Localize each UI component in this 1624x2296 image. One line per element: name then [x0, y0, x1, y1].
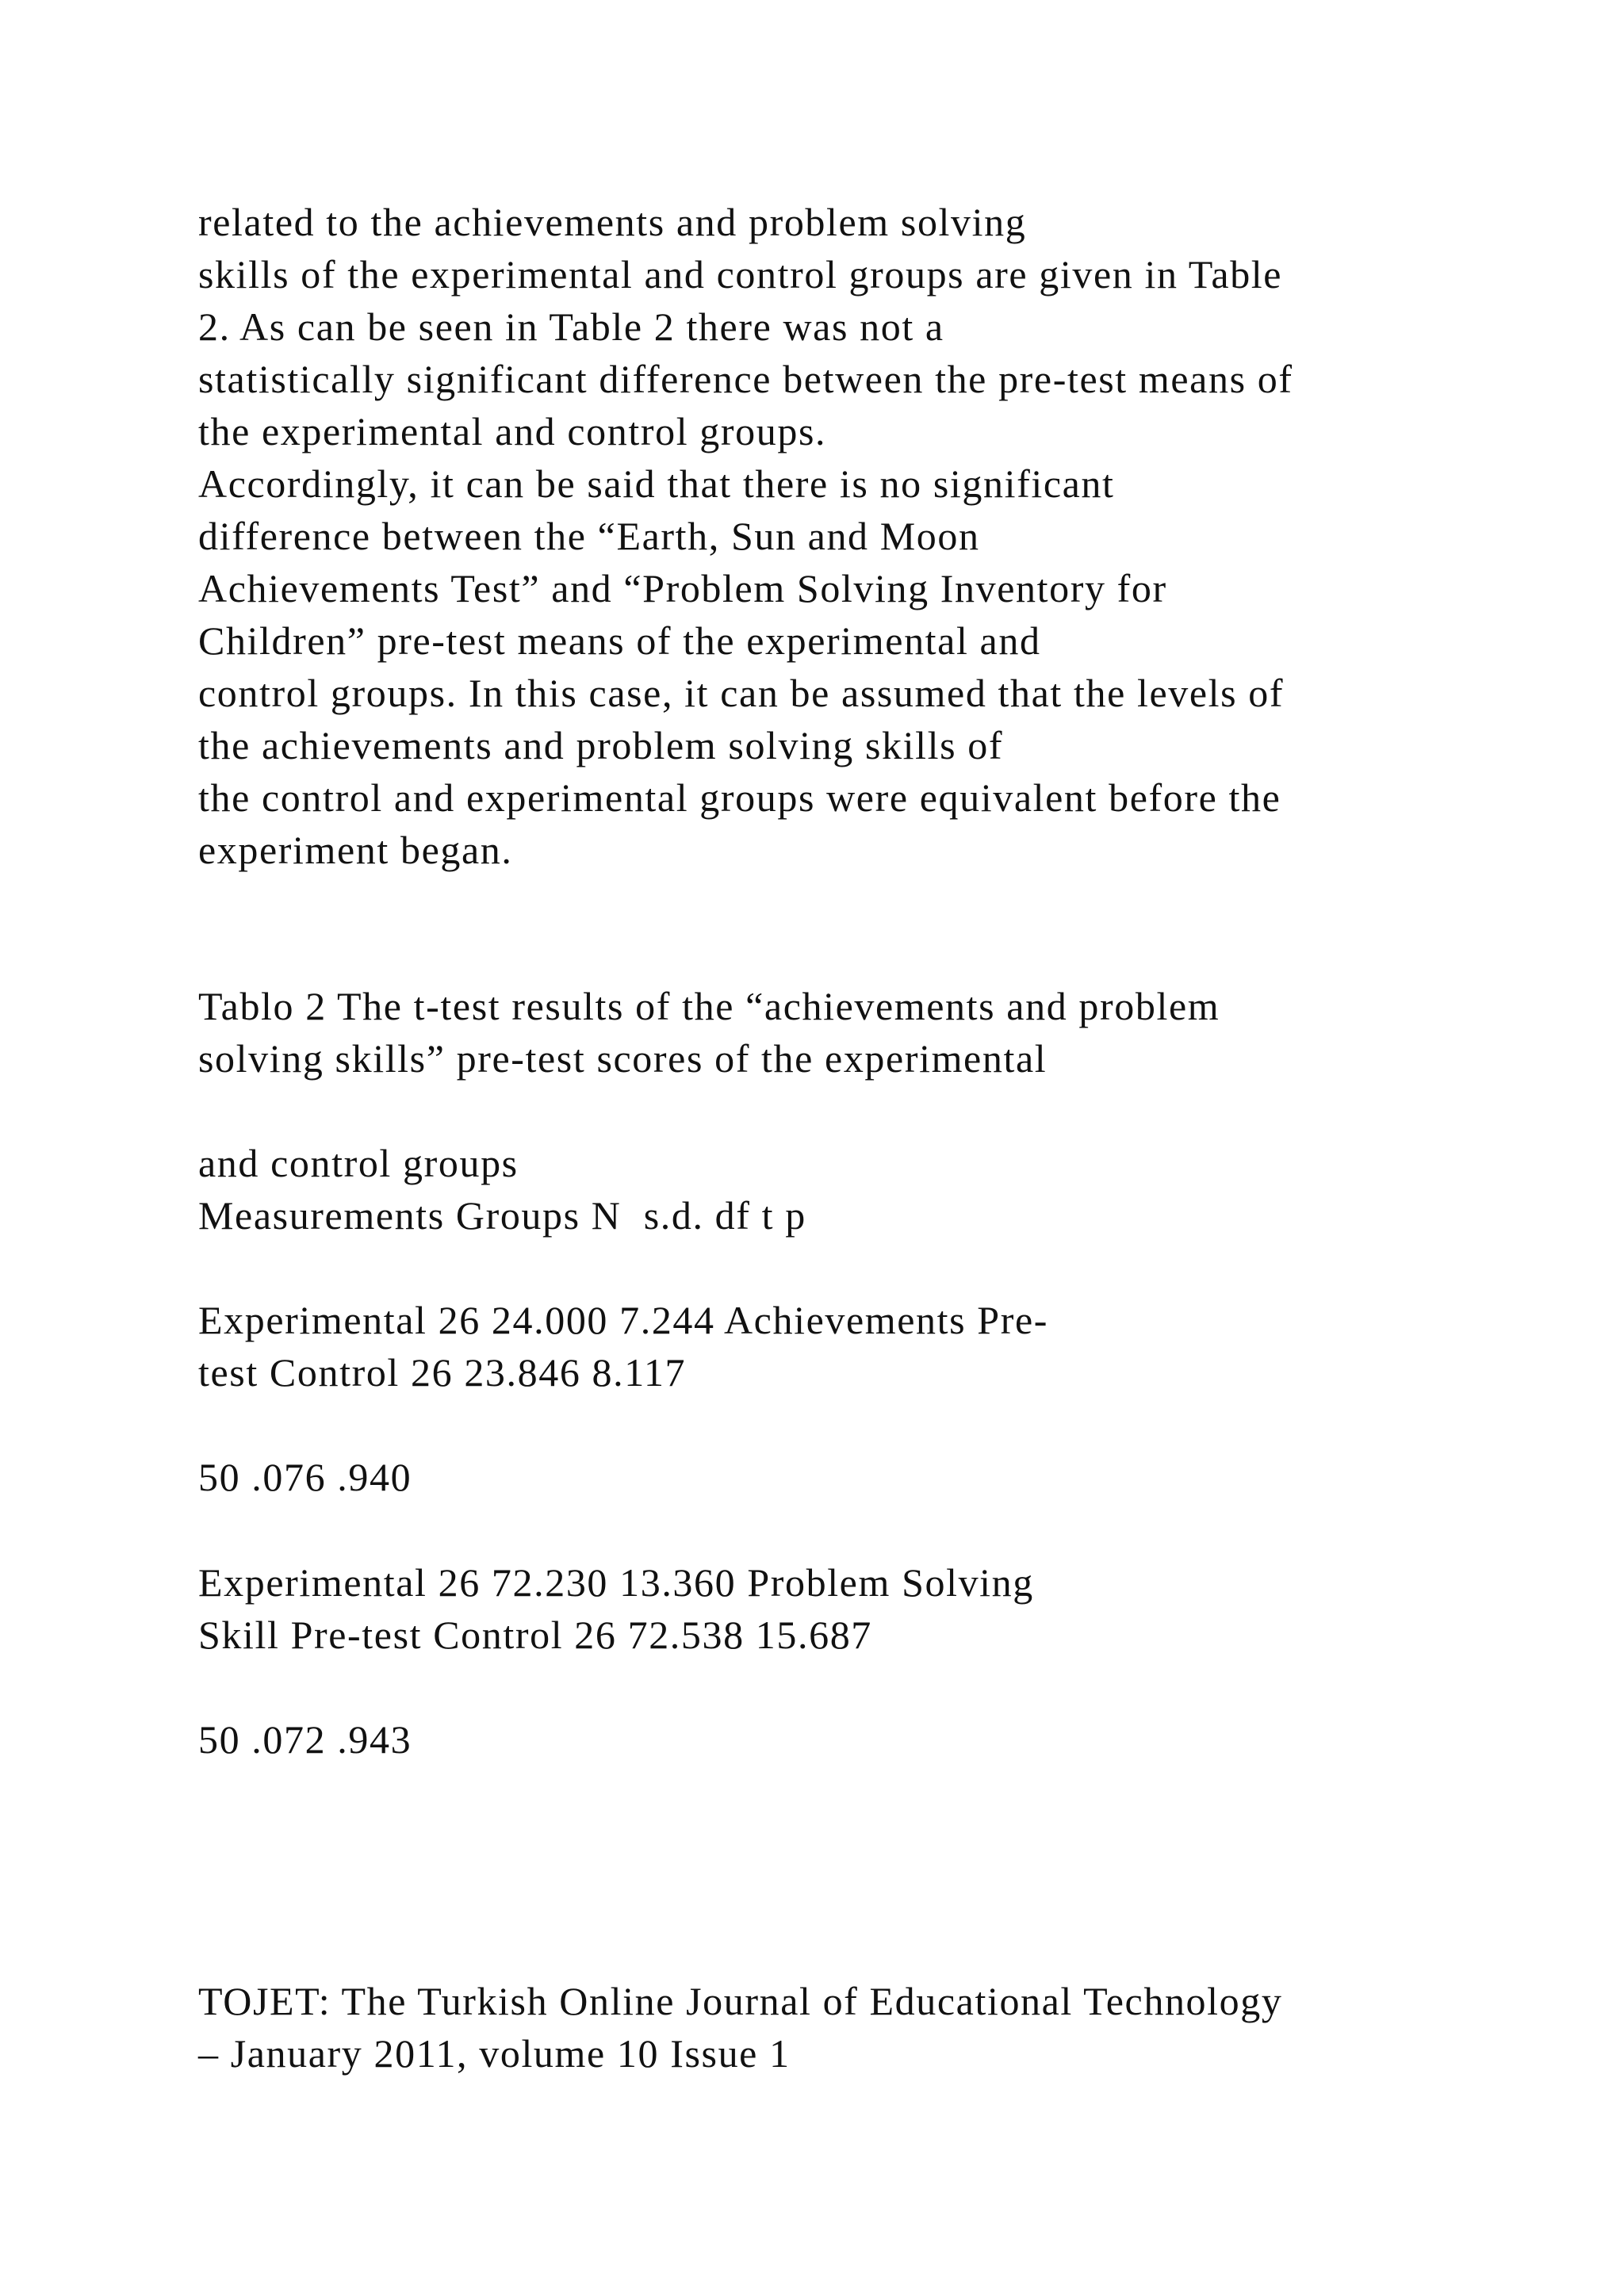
footer-line: TOJET: The Turkish Online Journal of Educational Technology: [198, 1979, 1283, 2023]
table-row: Skill Pre-test Control 26 72.538 15.687: [198, 1613, 872, 1657]
table-caption-line: and control groups: [198, 1141, 519, 1185]
table-stats-row: 50 .072 .943: [198, 1717, 412, 1762]
table-row: Experimental 26 24.000 7.244 Achievements Pre-: [198, 1298, 1048, 1342]
table-caption-line: Tablo 2 The t-test results of the “achievements and problem: [198, 984, 1220, 1028]
table-header: Measurements Groups N s.d. df t p: [198, 1193, 806, 1238]
paragraph-line: skills of the experimental and control groups are given in Table: [198, 252, 1283, 297]
paragraph-line: the achievements and problem solving skills of: [198, 723, 1004, 767]
paragraph-line: related to the achievements and problem solving: [198, 200, 1027, 244]
table-caption-line: solving skills” pre-test scores of the experimental: [198, 1036, 1048, 1081]
paragraph-line: difference between the “Earth, Sun and Moon: [198, 514, 980, 558]
paragraph-line: Accordingly, it can be said that there is no significant: [198, 461, 1115, 506]
paragraph-line: experiment began.: [198, 828, 513, 872]
table-stats-row: 50 .076 .940: [198, 1455, 412, 1499]
footer-line: – January 2011, volume 10 Issue 1: [198, 2031, 791, 2076]
paragraph-line: the experimental and control groups.: [198, 409, 827, 453]
table-row: test Control 26 23.846 8.117: [198, 1350, 687, 1395]
paragraph-line: Children” pre-test means of the experimental and: [198, 618, 1041, 663]
paragraph-line: the control and experimental groups were equivalent before the: [198, 775, 1281, 820]
paragraph-line: Achievements Test” and “Problem Solving Inventory for: [198, 566, 1167, 610]
paragraph-line: control groups. In this case, it can be assumed that the levels of: [198, 671, 1285, 715]
paragraph-line: 2. As can be seen in Table 2 there was not a: [198, 304, 944, 349]
table-row: Experimental 26 72.230 13.360 Problem Solving: [198, 1560, 1034, 1605]
paragraph-line: statistically significant difference between the pre-test means of: [198, 357, 1293, 401]
